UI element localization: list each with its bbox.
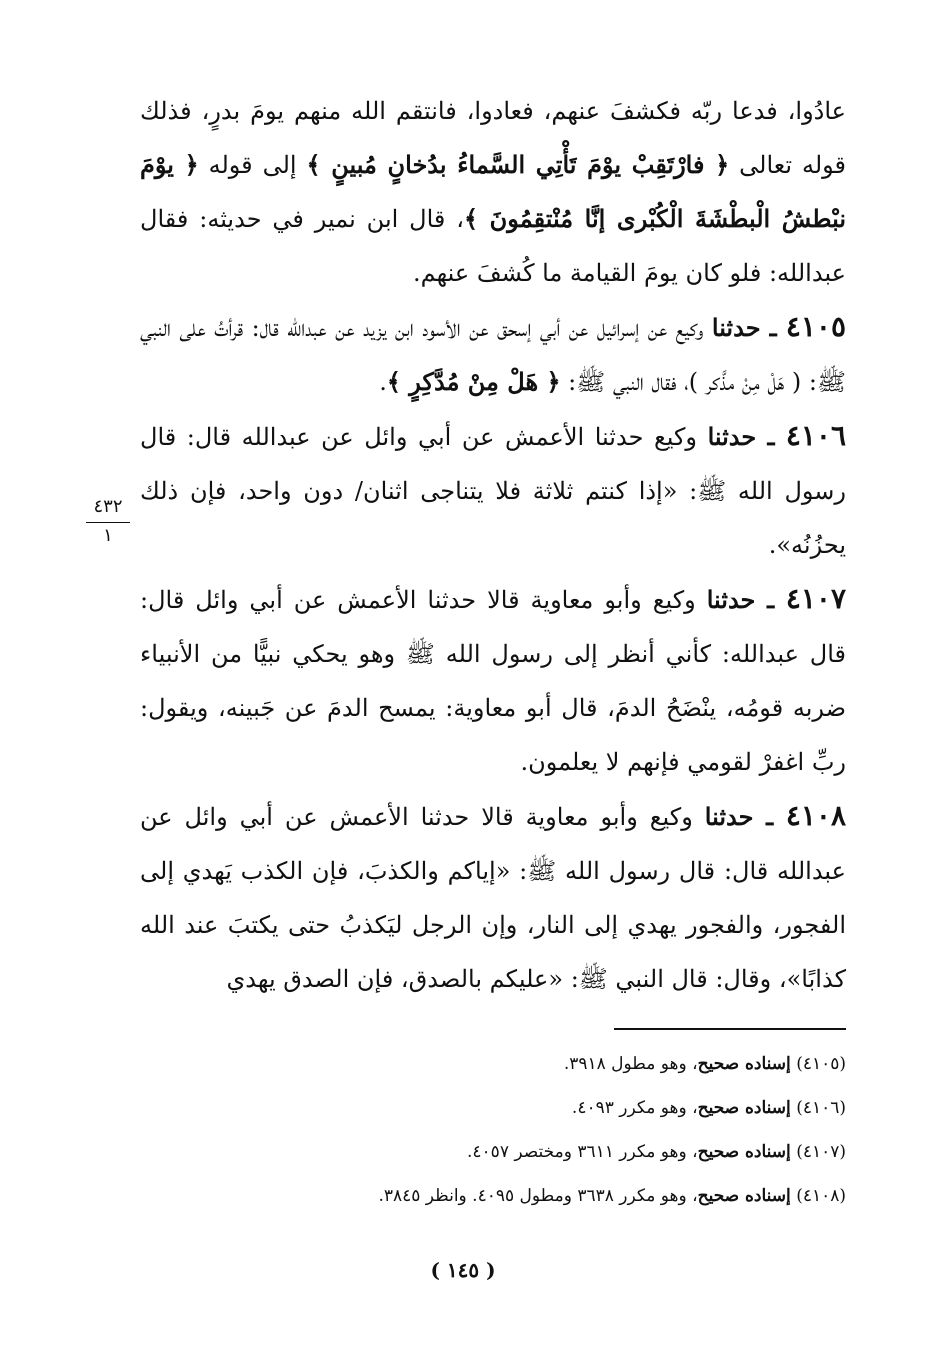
text: عادُوا، فدعا ربّه فكشفَ عنهم، فعادوا، فانتقم الله منهم يومَ بدرٍ، فذلك قوله تعالى [140, 97, 847, 179]
footnote-text: ، وهو مطول ٣٩١٨. [563, 1054, 698, 1074]
footnote-text: ، وهو مكرر ٣٦٣٨ ومطول ٤٠٩٥. وانظر ٣٨٤٥. [378, 1186, 698, 1206]
footnotes [140, 1042, 846, 1218]
page-number: ( ١٤٥ ) [430, 1258, 496, 1282]
paragraph-intro [140, 84, 846, 300]
hadith-lead: ـ حدثنا [706, 585, 786, 614]
hadith-4108 [140, 789, 846, 1006]
hadith-number: ٤١٠٥ [785, 310, 846, 343]
quran-verse: ﴿ فارْتَقِبْ يوْمَ تَأْتِي السَّماءُ بدُخانٍ مُبينٍ ﴾ [306, 150, 730, 179]
footnote-ref: (٤١٠٧) [796, 1142, 846, 1162]
hadith-number: ٤١٠٨ [785, 799, 846, 832]
quran-verse: ﴿ هَلْ مِنْ مُدَّكِرٍ ﴾ [386, 367, 561, 396]
text: . [379, 368, 387, 396]
hadith-lead: ـ حدثنا [704, 802, 786, 831]
margin-divider [86, 522, 130, 523]
footnote-item [140, 1130, 846, 1174]
footnote-item [140, 1174, 846, 1218]
hadith-lead: ـ حدثنا [707, 422, 786, 451]
text: إلى قوله [198, 151, 307, 179]
hadith-lead: ـ حدثنا [711, 313, 786, 342]
margin-page-reference [86, 496, 130, 547]
margin-volume-page: ٤٣٢ [93, 496, 123, 517]
hadith-4107 [140, 572, 846, 789]
text: ، قال ابن نمير في حديثه: فقال عبدالله: فلو كان يومَ القيامة ما كُشفَ عنهم. [140, 205, 846, 287]
text: وكيع وأبو معاوية قالا حدثنا الأعمش عن أبي وائل قال: قال عبدالله: كأني أنظر إلى رسول الله ﷺ وهو يحكي نبيًّا من الأنبياء ضربه قومُه، ينْضَحُ الدمَ، قال أبو معاوية: يمسح الدمَ عن جَبينه، ويقول: ربِّ اغفرْ لقومي فإنهم لا يعلمون. [140, 586, 846, 776]
quran-verse: ﴿ يوْمَ نبْطشُ الْبطْشَةَ الْكُبْرى إنَّا مُنْتقِمُونَ ﴾ [140, 150, 847, 233]
text: وكيع حدثنا الأعمش عن أبي وائل عن عبدالله قال: قال رسول الله ﷺ: «إذا كنتم ثلاثة فلا يتناجى اثنان/ دون واحد، فإن ذلك يحزُنُه». [140, 423, 846, 559]
hadith-number: ٤١٠٦ [785, 419, 846, 452]
footnote-ref: (٤١٠٥) [796, 1054, 846, 1074]
text: وكيع وأبو معاوية قالا حدثنا الأعمش عن أبي وائل عن عبدالله قال: قال رسول الله ﷺ: «إياكم والكذبَ، فإن الكذب يَهدي إلى الفجور، والفجور يهدي إلى النار، وإن الرجل ليَكذبُ حتى يكتبَ عند الله كذابًا»، وقال: قال النبي ﷺ: «عليكم بالصدق، فإن الصدق يهدي [140, 803, 846, 993]
footnote-separator [614, 1028, 846, 1030]
text: وكيع عن إسرائيل عن أبي إسحق عن الأسود ابن يزيد عن عبدالله قال: قرأتُ على النبي ﷺ: ( هَلْ مِنْ مذَّكر )، فقال النبي ﷺ: [140, 314, 846, 396]
hadith-4105 [140, 300, 846, 409]
footnote-ref: (٤١٠٦) [796, 1098, 846, 1118]
footnote-text: ، وهو مكرر ٤٠٩٣. [571, 1098, 698, 1118]
footnote-ref: (٤١٠٨) [796, 1186, 846, 1206]
footnote-grade: إسناده صحيح [697, 1186, 791, 1206]
footnote-item [140, 1042, 846, 1086]
footnote-grade: إسناده صحيح [697, 1142, 791, 1162]
footnote-text: ، وهو مكرر ٣٦١١ ومختصر ٤٠٥٧. [467, 1142, 698, 1162]
hadith-4106 [140, 409, 846, 572]
page-body [140, 84, 846, 1006]
margin-part: ١ [103, 525, 113, 546]
hadith-number: ٤١٠٧ [785, 582, 846, 615]
footnote-grade: إسناده صحيح [697, 1054, 791, 1074]
footnote-item [140, 1086, 846, 1130]
footnote-grade: إسناده صحيح [697, 1098, 791, 1118]
